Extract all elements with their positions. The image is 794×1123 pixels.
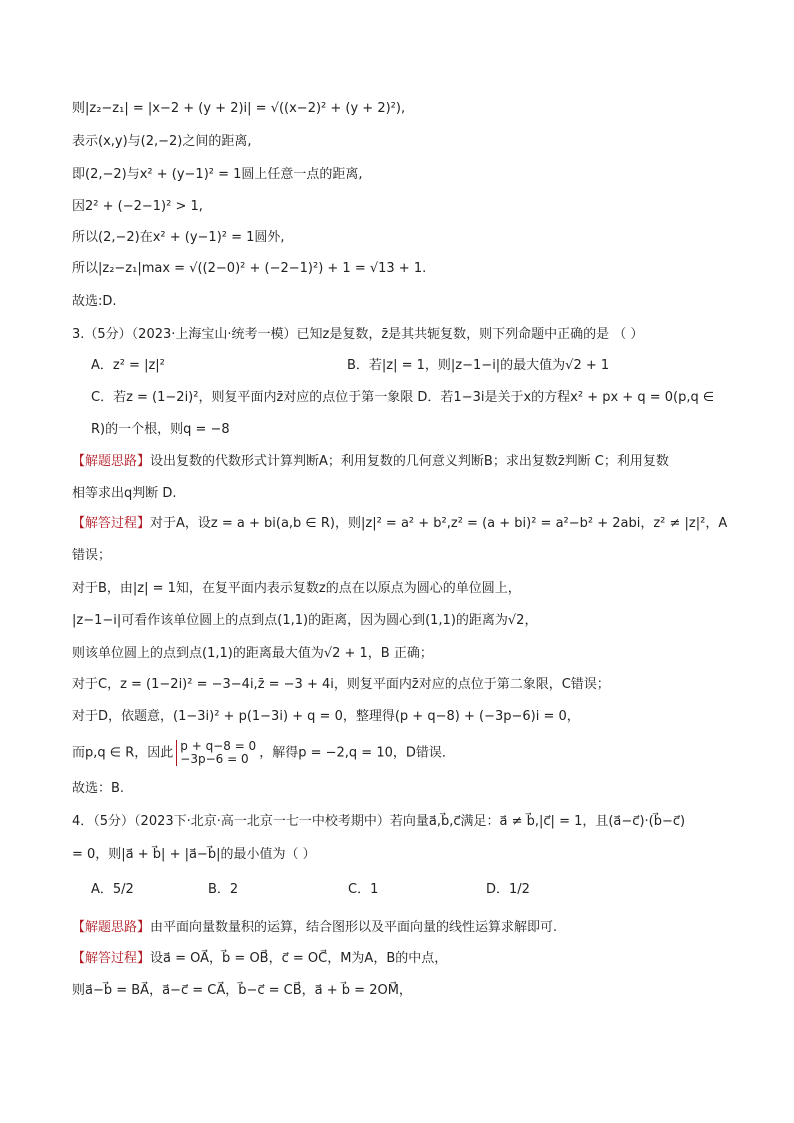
q3-option-a: A．z² = |z|²	[91, 358, 165, 373]
text-line: 错误；	[72, 548, 112, 563]
solution-tag: 【解答过程】	[72, 951, 151, 966]
text-line: 表示(x,y)与(2,−2)之间的距离,	[72, 134, 252, 149]
text-line: 则a⃗−b⃗ = BA⃗，a⃗−c⃗ = CA⃗，b⃗−c⃗ = CB⃗，a⃗ + b⃗ = 2OM⃗，	[72, 983, 412, 998]
hint-tag: 【解题思路】	[72, 454, 151, 469]
text-line: 则该单位圆上的点到点(1,1)的距离最大值为√2 + 1，B 正确；	[72, 646, 433, 661]
q3-option-b: B．若|z| = 1，则|z−1−i|的最大值为√2 + 1	[347, 358, 610, 373]
q4-option-d: D．1/2	[486, 882, 530, 897]
text-segment: ，解得p = −2,q = 10，D错误．	[259, 745, 455, 761]
q4-solution	[72, 950, 447, 968]
text-line: 则|z₂−z₁| = |x−2 + (y + 2)i| = √((x−2)² + (y + 2)²),	[72, 101, 406, 116]
text-line: 即(2,−2)与x² + (y−1)² = 1圆上任意一点的距离,	[72, 167, 363, 182]
text-line: 所以|z₂−z₁|max = √((2−0)² + (−2−1)²) + 1 = √13 + 1.	[72, 261, 427, 276]
hint-text: 由平面向量数量积的运算，结合图形以及平面向量的线性运算求解即可.	[150, 920, 558, 935]
q3-system-line	[72, 740, 455, 766]
q4-option-c: C．1	[348, 882, 379, 897]
q3-option-d-cont: R)的一个根，则q = −8	[91, 422, 230, 437]
text-line: 对于B，由|z| = 1知，在复平面内表示复数z的点在以原点为圆心的单位圆上，	[72, 581, 521, 596]
equation: p + q−8 = 0	[180, 739, 257, 753]
solution-text: 设a⃗ = OA⃗，b⃗ = OB⃗，c⃗ = OC⃗，M为A，B的中点，	[150, 951, 448, 966]
text-line: 故选:D.	[72, 294, 117, 309]
solution-text: 对于A，设z = a + bi(a,b ∈ R)，则|z|² = a² + b²,z² = (a + bi)² = a²−b² + 2abi，z² ≠ |z|²，A	[150, 516, 728, 531]
solution-tag: 【解答过程】	[72, 516, 151, 531]
text-line: = 0，则|a⃗ + b⃗| + |a⃗−b⃗|的最小值为（ ）	[72, 847, 316, 862]
question-4-stem: 4．（5分）（2023下·北京·高一北京一七一中校考期中）若向量a⃗,b⃗,c⃗满足：a⃗ ≠ b⃗,|c⃗| = 1，且(a⃗−c⃗)·(b⃗−c⃗)	[72, 814, 686, 829]
q4-option-a: A．5/2	[91, 882, 134, 897]
text-line: 故选：B.	[72, 781, 125, 796]
q3-option-c-d: C．若z = (1−2i)²，则复平面内z̄对应的点位于第一象限 D．若1−3i是关于x的方程x² + px + q = 0(p,q ∈	[91, 390, 715, 405]
q4-option-b: B．2	[208, 882, 239, 897]
equation: −3p−6 = 0	[180, 752, 249, 766]
question-3-stem: 3.（5分）（2023·上海宝山·统考一模）已知z是复数，z̄是其共轭复数，则下列命题中正确的是 （ ）	[72, 327, 644, 342]
q4-hint	[72, 919, 557, 937]
text-line: 因2² + (−2−1)² > 1,	[72, 199, 203, 214]
hint-tag: 【解题思路】	[72, 920, 151, 935]
text-line: 对于D，依题意，(1−3i)² + p(1−3i) + q = 0，整理得(p + q−8) + (−3p−6)i = 0，	[72, 709, 580, 724]
text-line: 相等求出q判断 D.	[72, 486, 177, 501]
text-line: 所以(2,−2)在x² + (y−1)² = 1圆外,	[72, 230, 285, 245]
text-line: 对于C，z = (1−2i)² = −3−4i,z̄ = −3 + 4i，则复平面内z̄对应的点位于第二象限，C错误；	[72, 677, 610, 692]
q3-hint	[72, 453, 669, 471]
q3-solution	[72, 515, 727, 533]
equation-system	[176, 740, 256, 766]
text-line: |z−1−i|可看作该单位圆上的点到点(1,1)的距离，因为圆心到(1,1)的距离为√2，	[72, 613, 538, 628]
hint-text: 设出复数的代数形式计算判断A；利用复数的几何意义判断B；求出复数z̄判断 C；利用复数	[150, 454, 669, 469]
text-segment: 而p,q ∈ R，因此	[72, 745, 174, 761]
